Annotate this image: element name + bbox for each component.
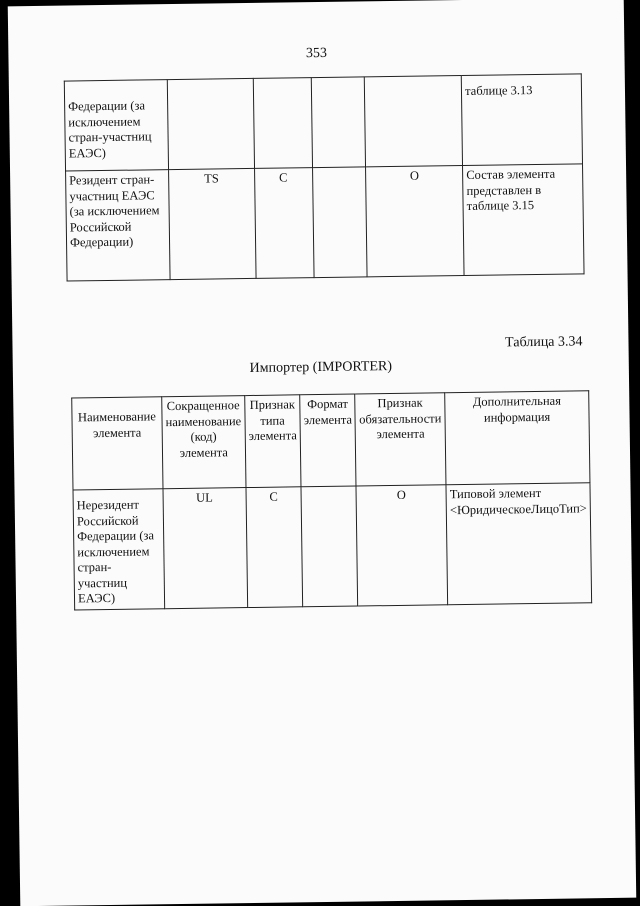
header-code: Сокращенное наименование (код) элемента (162, 396, 246, 489)
cell-name: Нерезидент Российской Федерации (за исключением стран-участниц ЕАЭС) (73, 489, 165, 610)
table-row (73, 483, 592, 610)
cell-mandatory (365, 76, 463, 167)
cell-format (311, 77, 366, 168)
cell-code: TS (168, 168, 255, 279)
header-name: Наименование элемента (72, 397, 163, 490)
table-row (64, 74, 582, 171)
continued-table (64, 73, 585, 281)
document-page (8, 0, 637, 906)
cell-format (301, 486, 358, 606)
cell-mandatory: О (366, 166, 464, 277)
cell-type (253, 78, 312, 169)
cell-type: С (254, 168, 313, 279)
cell-code: UL (163, 488, 248, 609)
cell-format (312, 167, 367, 278)
table-row (66, 164, 584, 281)
cell-info: таблице 3.13 (461, 74, 582, 166)
cell-code (167, 78, 254, 169)
cell-type: С (246, 487, 303, 607)
header-info: Дополнительная информация (445, 391, 590, 485)
table-header-row (72, 391, 590, 490)
table-title: Импортер (IMPORTER) (249, 359, 393, 377)
cell-info: Типовой элемент <ЮридическоеЛицоТип> (446, 483, 591, 604)
cell-name: Резидент стран-участниц ЕАЭС (за исключением Российской Федерации) (66, 170, 170, 281)
importer-table (71, 390, 592, 610)
cell-mandatory: О (356, 485, 447, 606)
table-number: Таблица 3.34 (504, 334, 583, 351)
header-type: Признак типа элемента (244, 395, 301, 488)
header-format: Формат элемента (300, 394, 357, 487)
page-number: 353 (305, 45, 328, 62)
cell-name: Федерации (за исключением стран-участниц ЕАЭС) (64, 80, 168, 171)
header-mandatory: Признак обязательности элемента (355, 393, 446, 486)
cell-info: Состав элемента представлен в таблице 3.15 (463, 164, 584, 276)
